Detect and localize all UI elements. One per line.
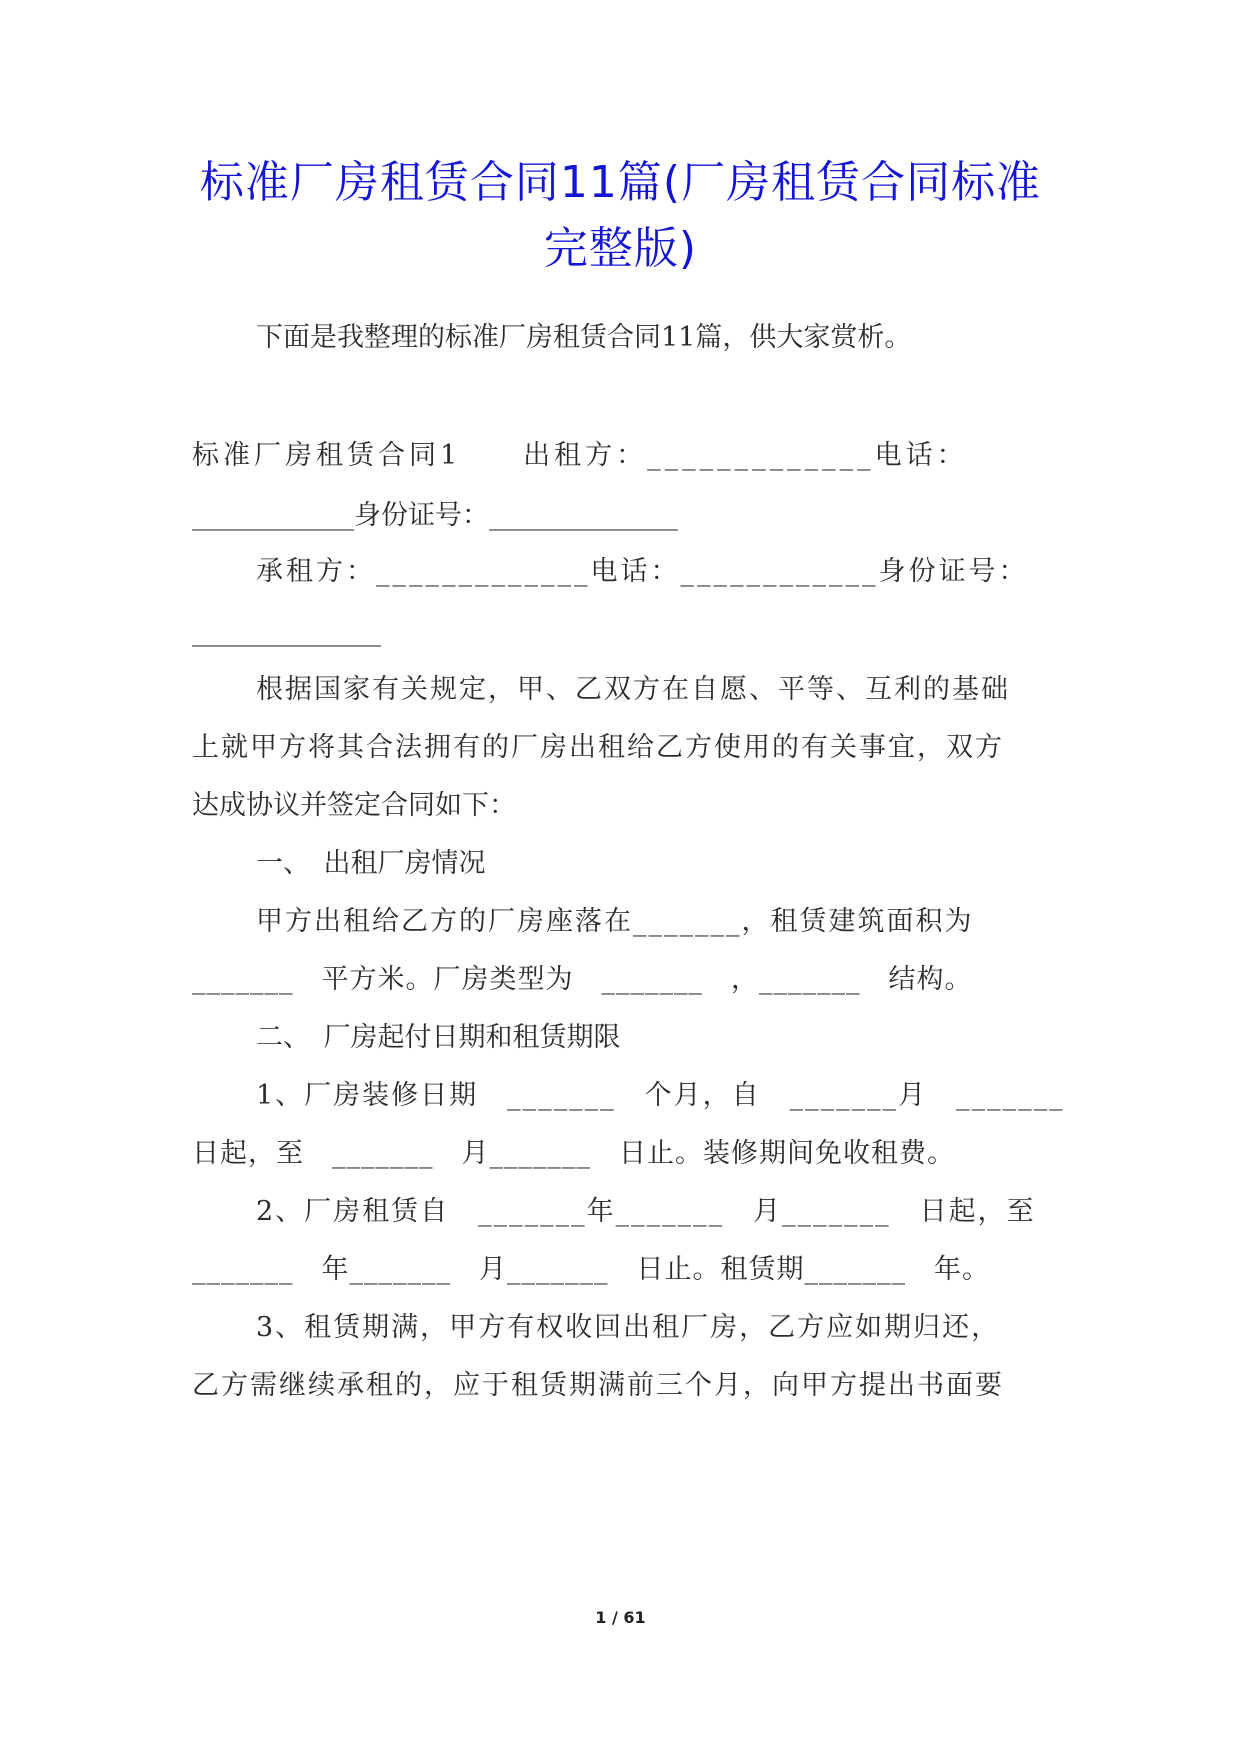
paragraph-line: _______ 平方米。厂房类型为 _______ ，_______ 结构。 <box>192 964 973 995</box>
title-line-1: 标准厂房租赁合同11篇(厂房租赁合同标准 <box>199 157 1042 208</box>
paragraph-line: _______ 年_______ 月_______ 日止。租赁期_______ 年。 <box>192 1254 990 1285</box>
paragraph-line: 甲方出租给乙方的厂房座落在_______，租赁建筑面积为 <box>256 906 974 937</box>
intro-paragraph: 下面是我整理的标准厂房租赁合同11篇，供大家赏析。 <box>256 322 912 353</box>
contract-line-lessee-id: ______________ <box>192 616 381 647</box>
paragraph-line: 2、厂房租赁自 _______年_______ 月_______ 日起，至 <box>256 1196 1036 1227</box>
paragraph-line: 上就甲方将其合法拥有的厂房出租给乙方使用的有关事宜，双方 <box>192 732 1004 763</box>
page-number: 1 / 61 <box>595 1608 646 1627</box>
paragraph-line: 日起，至 _______ 月_______ 日止。装修期间免收租费。 <box>192 1138 955 1169</box>
section-heading-2: 二、 厂房起付日期和租赁期限 <box>256 1022 621 1053</box>
paragraph-line: 根据国家有关规定，甲、乙双方在自愿、平等、互利的基础 <box>256 674 1010 705</box>
paragraph-line: 达成协议并签定合同如下： <box>192 790 516 821</box>
contract-line-lessor-id: ____________身份证号：______________ <box>192 500 678 531</box>
paragraph-line: 1、厂房装修日期 _______ 个月，自 _______月 _______ <box>256 1080 1065 1111</box>
document-title <box>160 150 1081 282</box>
title-line-2: 完整版) <box>543 223 698 274</box>
section-heading-1: 一、 出租厂房情况 <box>256 848 486 879</box>
contract-line-lessor: 标准厂房租赁合同1 出租方：_____________电话： <box>192 440 968 471</box>
contract-line-lessee: 承租方：_____________电话：____________身份证号： <box>256 556 1029 587</box>
paragraph-line: 乙方需继续承租的，应于租赁期满前三个月，向甲方提出书面要 <box>192 1370 1004 1401</box>
paragraph-line: 3、租赁期满，甲方有权收回出租厂房，乙方应如期归还， <box>256 1312 1001 1343</box>
